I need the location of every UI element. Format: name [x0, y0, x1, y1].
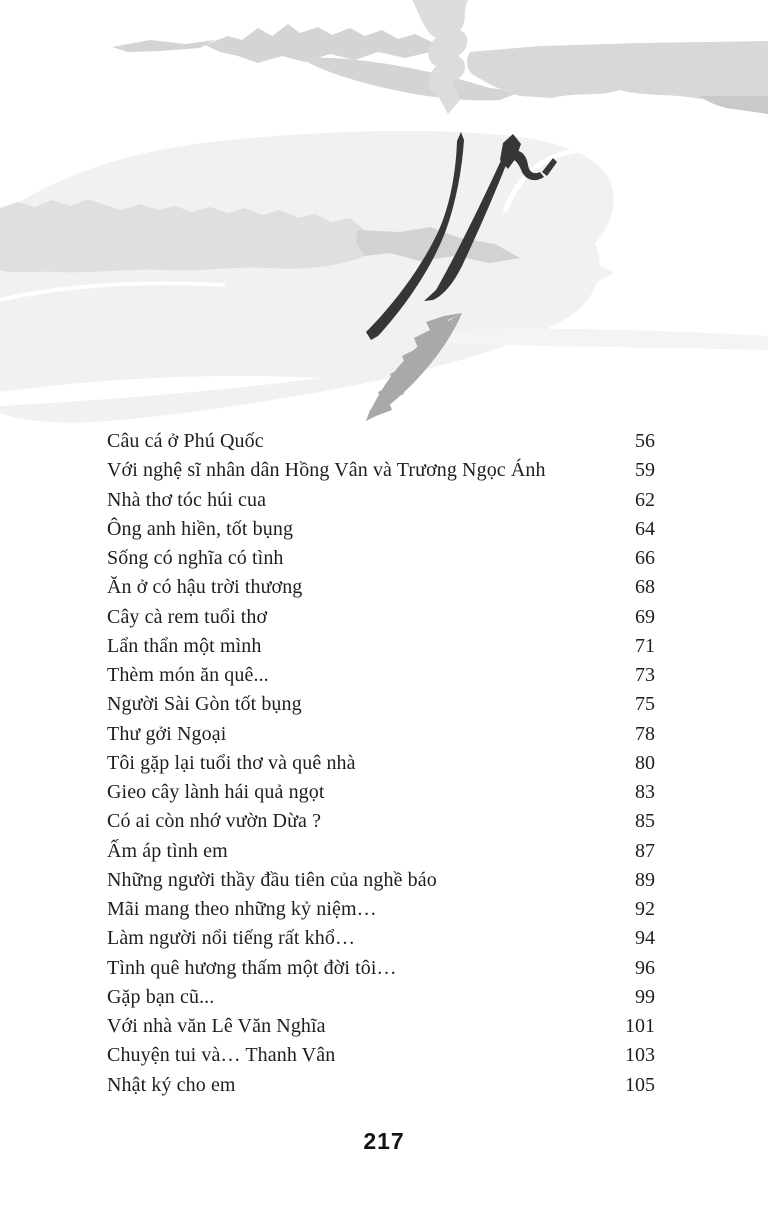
toc-entry	[107, 1044, 655, 1073]
toc-entry-title: Lẩn thẩn một mình	[107, 634, 262, 657]
toc-entry	[107, 518, 655, 547]
toc-entry-title: Câu cá ở Phú Quốc	[107, 430, 264, 452]
toc-entry-title: Cây cà rem tuổi thơ	[107, 605, 268, 628]
toc-entry	[107, 576, 655, 605]
toc-entry-page: 96	[635, 956, 655, 979]
toc-entry-page: 68	[635, 576, 655, 599]
toc-entry-title: Ấm áp tình em	[107, 839, 228, 862]
toc-entry-page: 71	[635, 634, 655, 657]
toc-entry-title: Với nghệ sĩ nhân dân Hồng Vân và Trương Ngọc Ánh	[107, 459, 546, 482]
toc-entry	[107, 489, 655, 518]
toc-entry-title: Làm người nổi tiếng rất khổ…	[107, 927, 356, 950]
toc-entry-title: Chuyện tui và… Thanh Vân	[107, 1044, 336, 1067]
toc-entry-title: Có ai còn nhớ vườn Dừa ?	[107, 810, 322, 833]
toc-entry-title: Gieo cây lành hái quả ngọt	[107, 781, 325, 803]
toc-entry-title: Những người thầy đầu tiên của nghề báo	[107, 868, 437, 891]
toc-entry-title: Nhà thơ tóc húi cua	[107, 488, 267, 511]
toc-entry-page: 75	[635, 693, 655, 716]
toc-entry	[107, 635, 655, 664]
toc-entry	[107, 840, 655, 869]
toc-entry-title: Sống có nghĩa có tình	[107, 547, 284, 569]
toc-entry-page: 92	[635, 898, 655, 920]
toc-entry-page: 73	[635, 664, 655, 686]
brush-artwork	[0, 0, 768, 430]
toc-entry	[107, 606, 655, 635]
toc-entry	[107, 986, 655, 1015]
toc-entry-page: 80	[635, 751, 655, 774]
toc-entry-title: Thư gởi Ngoại	[107, 722, 227, 745]
toc-entry	[107, 781, 655, 810]
toc-entry	[107, 547, 655, 576]
toc-entry-title: Mãi mang theo những kỷ niệm…	[107, 898, 377, 920]
right-notch-shape	[700, 96, 768, 114]
toc-entry-page: 78	[635, 722, 655, 745]
toc-entry	[107, 430, 655, 459]
toc-entry-title: Ông anh hiền, tốt bụng	[107, 517, 294, 540]
toc-entry-title: Tôi gặp lại tuổi thơ và quê nhà	[107, 751, 356, 774]
toc-entry-page: 103	[625, 1044, 655, 1067]
table-of-contents	[107, 430, 655, 1103]
toc-entry-page: 69	[635, 605, 655, 628]
toc-entry-page: 83	[635, 781, 655, 803]
toc-entry-page: 85	[635, 810, 655, 833]
toc-entry-title: Ăn ở có hậu trời thương	[107, 576, 303, 599]
toc-entry	[107, 957, 655, 986]
brush-artwork-svg	[0, 0, 768, 430]
toc-entry	[107, 810, 655, 839]
toc-entry-page: 66	[635, 547, 655, 569]
toc-entry-title: Người Sài Gòn tốt bụng	[107, 693, 302, 716]
top-flick-shape	[112, 40, 215, 52]
toc-entry-title: Với nhà văn Lê Văn Nghĩa	[107, 1015, 326, 1037]
right-band-shape	[467, 41, 768, 99]
page-footer	[0, 1128, 768, 1155]
toc-entry	[107, 898, 655, 927]
toc-entry-page: 87	[635, 839, 655, 862]
toc-entry-page: 94	[635, 927, 655, 950]
toc-entry-page: 64	[635, 517, 655, 540]
toc-entry-page: 101	[625, 1015, 655, 1037]
toc-entry-title: Gặp bạn cũ...	[107, 985, 215, 1008]
toc-entry-page: 56	[635, 430, 655, 452]
toc-entry-page: 62	[635, 488, 655, 511]
toc-entry	[107, 693, 655, 722]
top-left-stroke-shape	[205, 24, 465, 63]
toc-entry	[107, 664, 655, 693]
toc-entry-page: 59	[635, 459, 655, 482]
toc-entry	[107, 1015, 655, 1044]
page-number: 217	[363, 1128, 405, 1154]
toc-entry	[107, 752, 655, 781]
toc-entry-title: Tình quê hương thấm một đời tôi…	[107, 956, 397, 979]
toc-entry-title: Thèm món ăn quê...	[107, 664, 269, 686]
toc-entry-page: 89	[635, 868, 655, 891]
toc-entry	[107, 869, 655, 898]
toc-entry	[107, 927, 655, 956]
toc-entry	[107, 723, 655, 752]
toc-entry-title: Nhật ký cho em	[107, 1073, 236, 1096]
toc-entry	[107, 1074, 655, 1103]
toc-entry-page: 105	[625, 1073, 655, 1096]
toc-entry	[107, 459, 655, 488]
toc-entry-page: 99	[635, 985, 655, 1008]
